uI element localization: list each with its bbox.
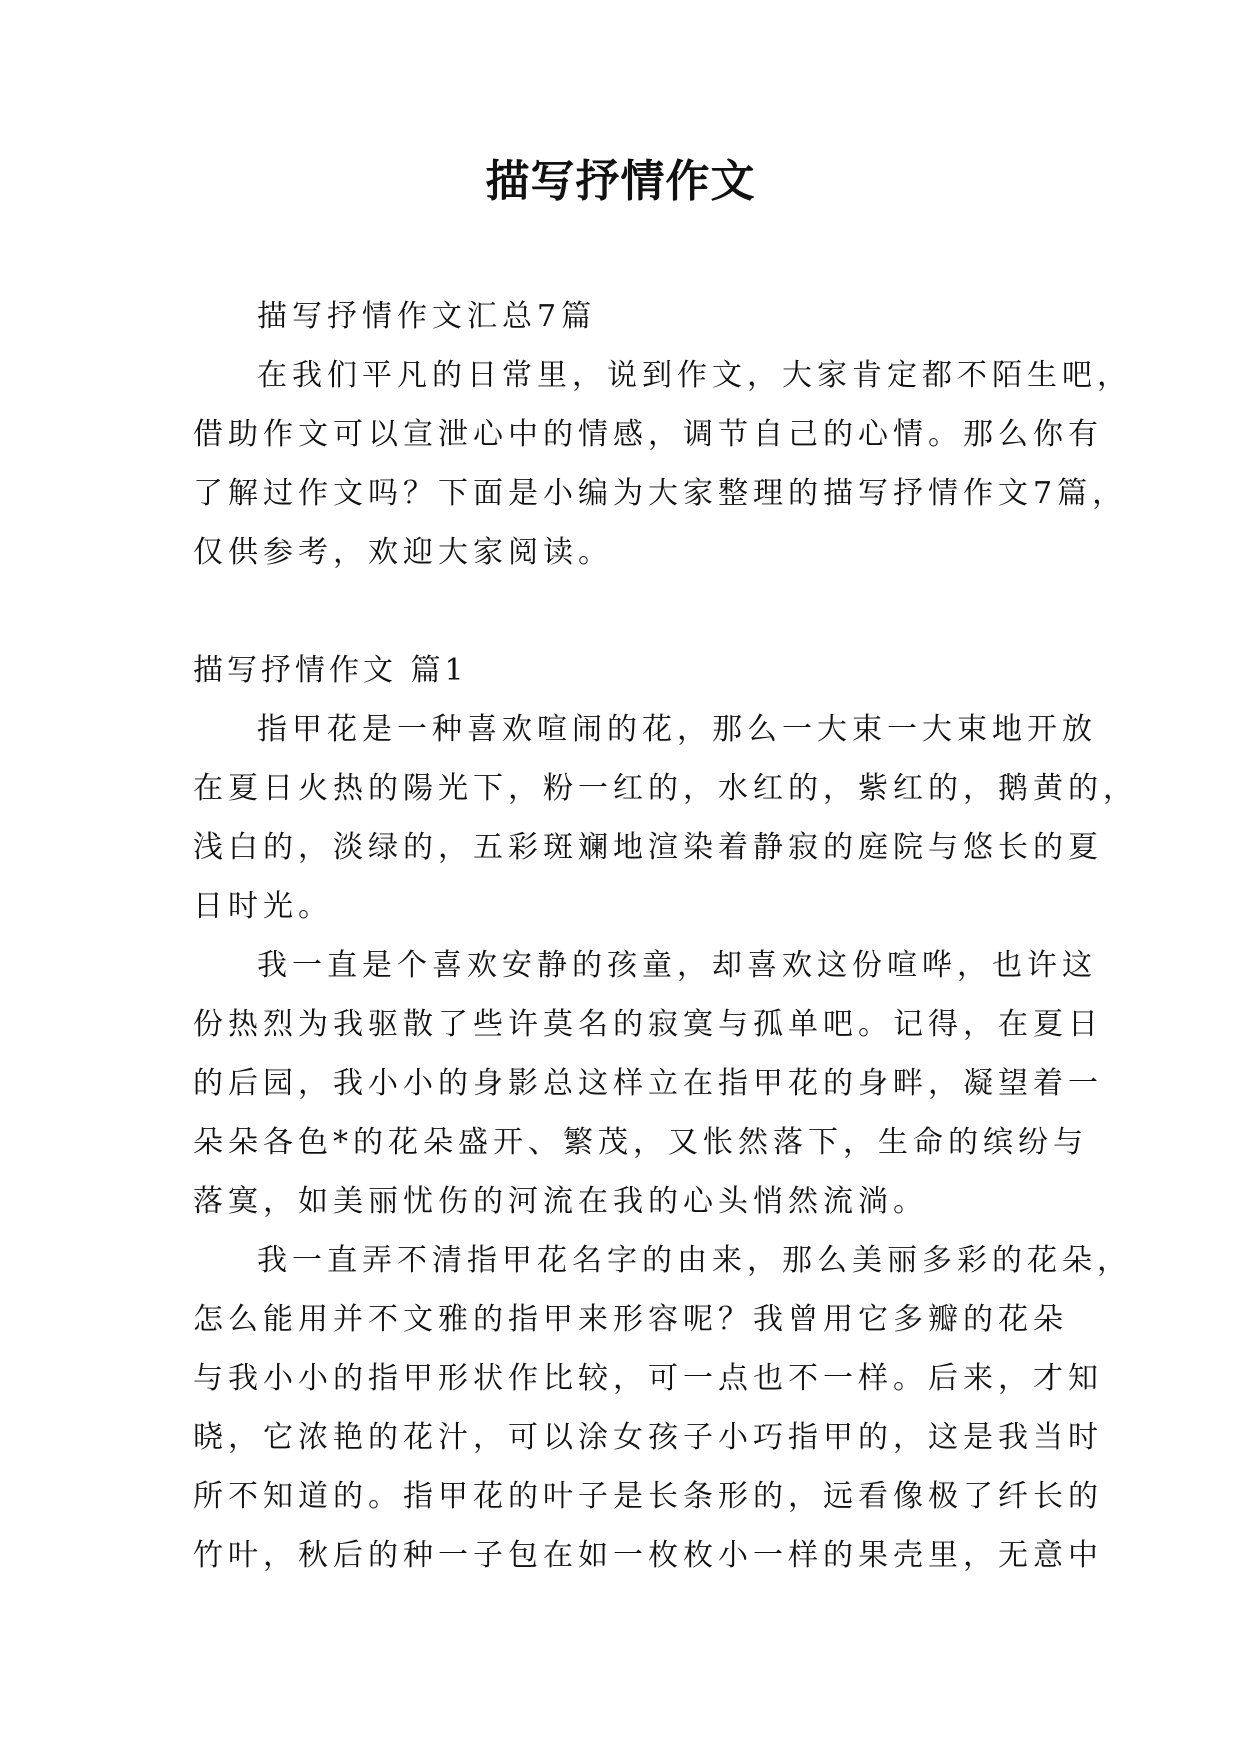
text-line: 朵朵各色*的花朵盛开、繁茂，又怅然落下，生命的缤纷与 (193, 1125, 1088, 1160)
page-title: 描写抒情作文 (485, 156, 756, 207)
text-line: 晓，它浓艳的花汁，可以涂女孩子小巧指甲的，这是我当时 (193, 1420, 1103, 1455)
text-line: 指甲花是一种喜欢喧闹的花，那么一大束一大束地开放 (257, 712, 1097, 747)
text-line: 与我小小的指甲形状作比较，可一点也不一样。后来，才知 (193, 1361, 1103, 1396)
text-line: 日时光。 (193, 889, 333, 924)
section-heading: 描写抒情作文 篇1 (193, 653, 468, 688)
text-line: 我一直是个喜欢安静的孩童，却喜欢这份喧哗，也许这 (257, 948, 1097, 983)
text-line: 份热烈为我驱散了些许莫名的寂寞与孤单吧。记得，在夏日 (193, 1007, 1103, 1042)
text-line: 怎么能用并不文雅的指甲来形容呢？我曾用它多瓣的花朵 (193, 1302, 1068, 1337)
text-line: 浅白的，淡绿的，五彩斑斓地渲染着静寂的庭院与悠长的夏 (193, 830, 1103, 865)
text-line: 所不知道的。指甲花的叶子是长条形的，远看像极了纤长的 (193, 1479, 1103, 1514)
text-line: 借助作文可以宣泄心中的情感，调节自己的心情。那么你有 (193, 417, 1103, 452)
text-line: 的后园，我小小的身影总这样立在指甲花的身畔，凝望着一 (193, 1066, 1103, 1101)
text-line: 竹叶，秋后的种一子包在如一枚枚小一样的果壳里，无意中 (193, 1538, 1103, 1573)
text-line: 在我们平凡的日常里，说到作文，大家肯定都不陌生吧， (257, 358, 1132, 393)
paragraph-gap (193, 582, 1059, 641)
text-line: 在夏日火热的陽光下，粉一红的，水红的，紫红的，鹅黄的， (193, 771, 1138, 806)
text-line: 了解过作文吗？下面是小编为大家整理的描写抒情作文7篇， (193, 476, 1128, 511)
text-line: 我一直弄不清指甲花名字的由来，那么美丽多彩的花朵， (257, 1243, 1132, 1278)
text-line: 落寞，如美丽忧伤的河流在我的心头悄然流淌。 (193, 1184, 928, 1219)
text-line: 仅供参考，欢迎大家阅读。 (193, 535, 613, 570)
document-body (193, 287, 1138, 1585)
text-line: 描写抒情作文汇总7篇 (257, 299, 597, 334)
